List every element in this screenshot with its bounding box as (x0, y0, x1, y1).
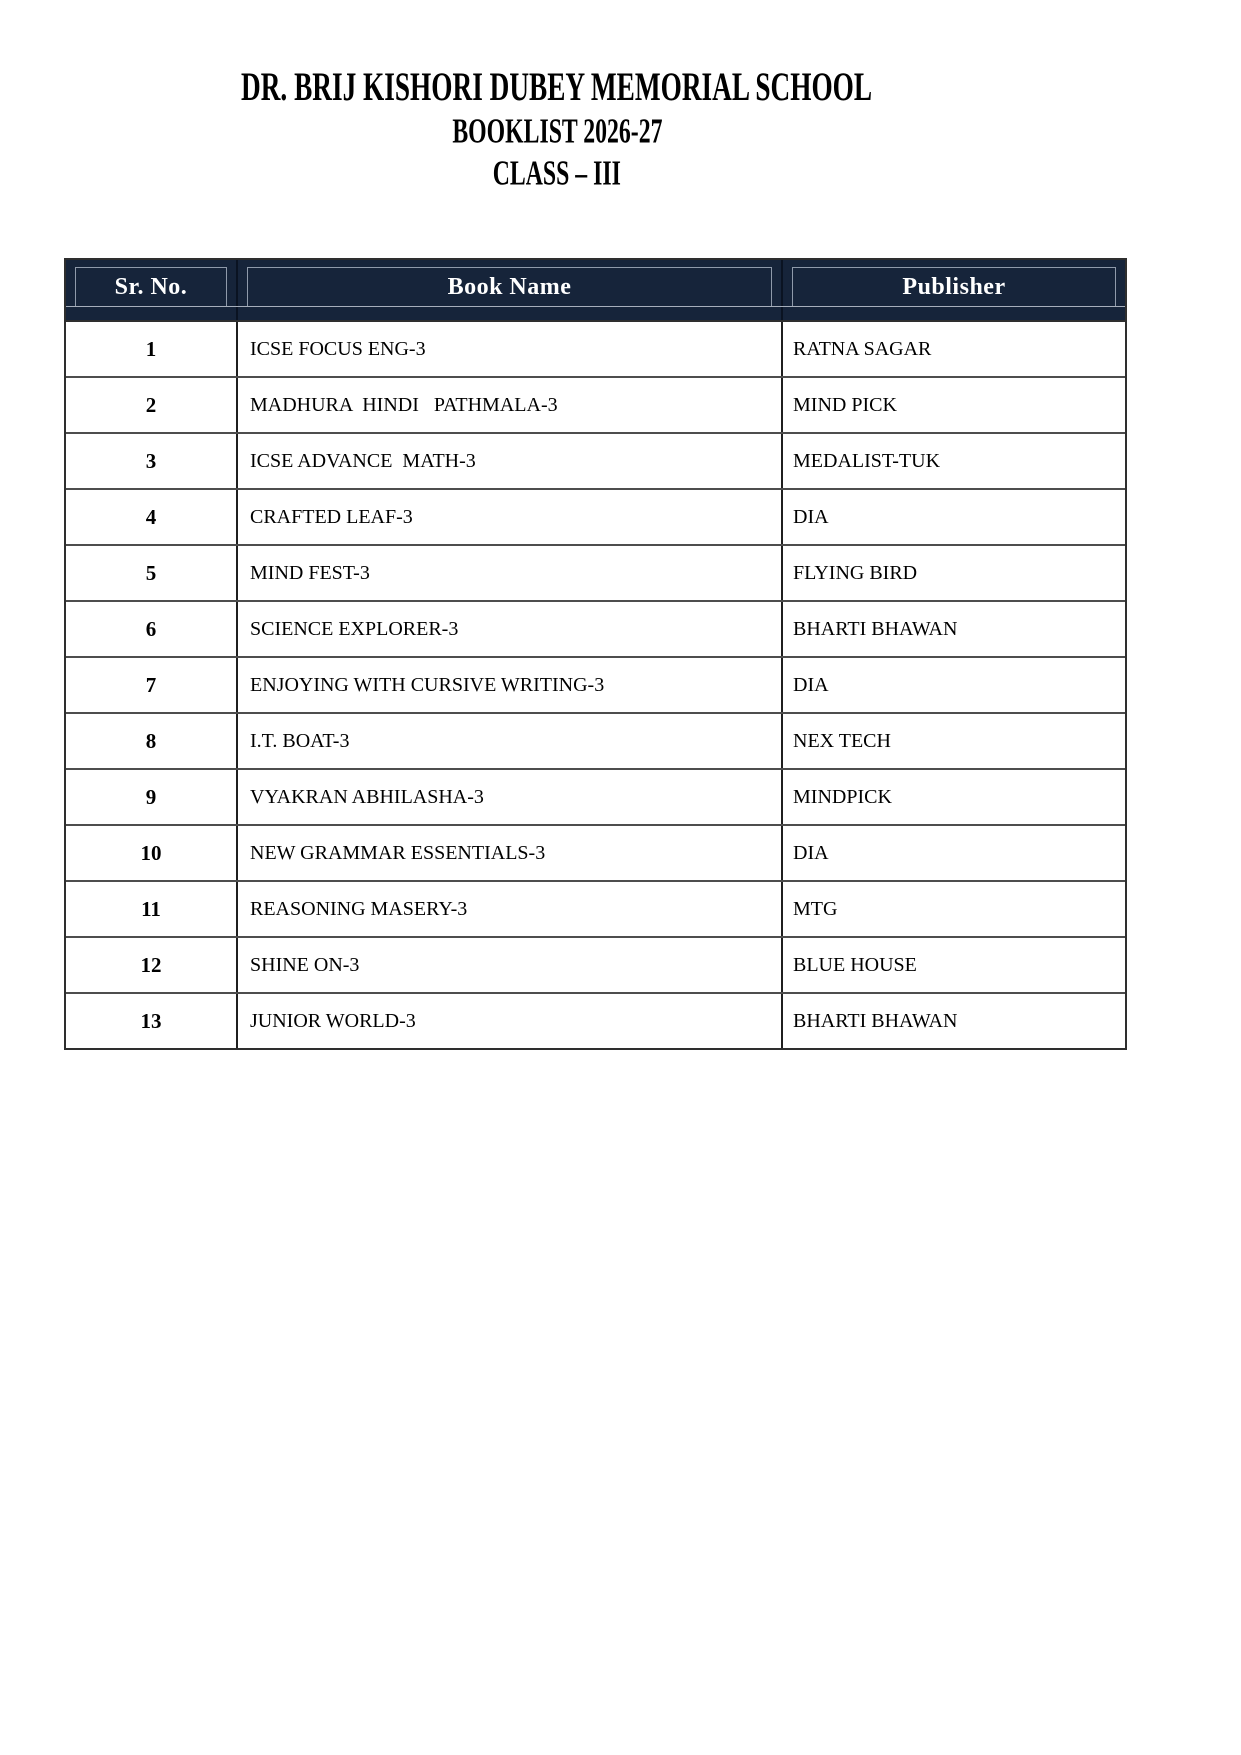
table-row (66, 656, 1125, 712)
sr-no-cell: 6 (145, 616, 157, 641)
publisher-cell: DIA (781, 490, 1125, 544)
table-row (66, 880, 1125, 936)
sr-no-cell: 12 (140, 952, 162, 977)
publisher-cell: DIA (781, 826, 1125, 880)
publisher-cell: MINDPICK (781, 770, 1125, 824)
publisher-cell: BHARTI BHAWAN (781, 994, 1125, 1048)
book-name-cell: ENJOYING WITH CURSIVE WRITING-3 (236, 658, 781, 712)
book-name-cell: SHINE ON-3 (236, 938, 781, 992)
header-cell-book-name (236, 260, 781, 306)
sr-no-cell: 9 (145, 784, 157, 809)
sr-no-cell: 2 (145, 392, 157, 417)
class-label: CLASS – III (492, 153, 622, 193)
table-row (66, 322, 1125, 376)
book-name-cell: VYAKRAN ABHILASHA-3 (236, 770, 781, 824)
header-cell-publisher (781, 260, 1125, 306)
publisher-cell: FLYING BIRD (781, 546, 1125, 600)
school-name: DR. BRIJ KISHORI DUBEY MEMORIAL SCHOOL (241, 63, 873, 110)
book-name-cell: MADHURA HINDI PATHMALA-3 (236, 378, 781, 432)
header-label-publisher: Publisher (792, 267, 1116, 306)
table-row (66, 376, 1125, 432)
book-name-cell: ICSE FOCUS ENG-3 (236, 322, 781, 376)
sr-no-cell: 13 (140, 1008, 162, 1033)
sr-no-cell: 4 (145, 504, 157, 529)
publisher-cell: BLUE HOUSE (781, 938, 1125, 992)
book-name-cell: NEW GRAMMAR ESSENTIALS-3 (236, 826, 781, 880)
sr-no-cell: 5 (145, 560, 157, 585)
table-row (66, 600, 1125, 656)
publisher-cell: DIA (781, 658, 1125, 712)
book-name-cell: REASONING MASERY-3 (236, 882, 781, 936)
book-name-cell: JUNIOR WORLD-3 (236, 994, 781, 1048)
sr-no-cell: 1 (145, 336, 157, 361)
table-header-strip (66, 307, 1125, 322)
book-name-cell: I.T. BOAT-3 (236, 714, 781, 768)
publisher-cell: MEDALIST-TUK (781, 434, 1125, 488)
publisher-cell: MIND PICK (781, 378, 1125, 432)
table-row (66, 992, 1125, 1048)
table-row (66, 488, 1125, 544)
book-name-cell: ICSE ADVANCE MATH-3 (236, 434, 781, 488)
sr-no-cell: 11 (141, 896, 161, 921)
book-name-cell: CRAFTED LEAF-3 (236, 490, 781, 544)
table-header-row (66, 260, 1125, 307)
sr-no-cell: 3 (145, 448, 157, 473)
publisher-cell: NEX TECH (781, 714, 1125, 768)
table-row (66, 936, 1125, 992)
table-row (66, 768, 1125, 824)
table-row (66, 712, 1125, 768)
sr-no-cell: 7 (145, 672, 157, 697)
header-strip-publisher (781, 307, 1125, 320)
sr-no-cell: 10 (140, 840, 162, 865)
publisher-cell: MTG (781, 882, 1125, 936)
document-title: BOOKLIST 2026-27 (451, 111, 663, 151)
booklist-table (64, 258, 1127, 1050)
table-row (66, 432, 1125, 488)
sr-no-cell: 8 (145, 728, 157, 753)
book-name-cell: SCIENCE EXPLORER-3 (236, 602, 781, 656)
book-name-cell: MIND FEST-3 (236, 546, 781, 600)
header-strip-sr (66, 307, 236, 320)
header-label-sr-no: Sr. No. (75, 267, 227, 306)
publisher-cell: BHARTI BHAWAN (781, 602, 1125, 656)
header-cell-sr-no (66, 260, 236, 306)
publisher-cell: RATNA SAGAR (781, 322, 1125, 376)
table-body (66, 322, 1125, 1048)
header-label-book-name: Book Name (247, 267, 772, 306)
heading-block (0, 64, 1114, 194)
header-strip-book (236, 307, 781, 320)
table-row (66, 544, 1125, 600)
table-row (66, 824, 1125, 880)
